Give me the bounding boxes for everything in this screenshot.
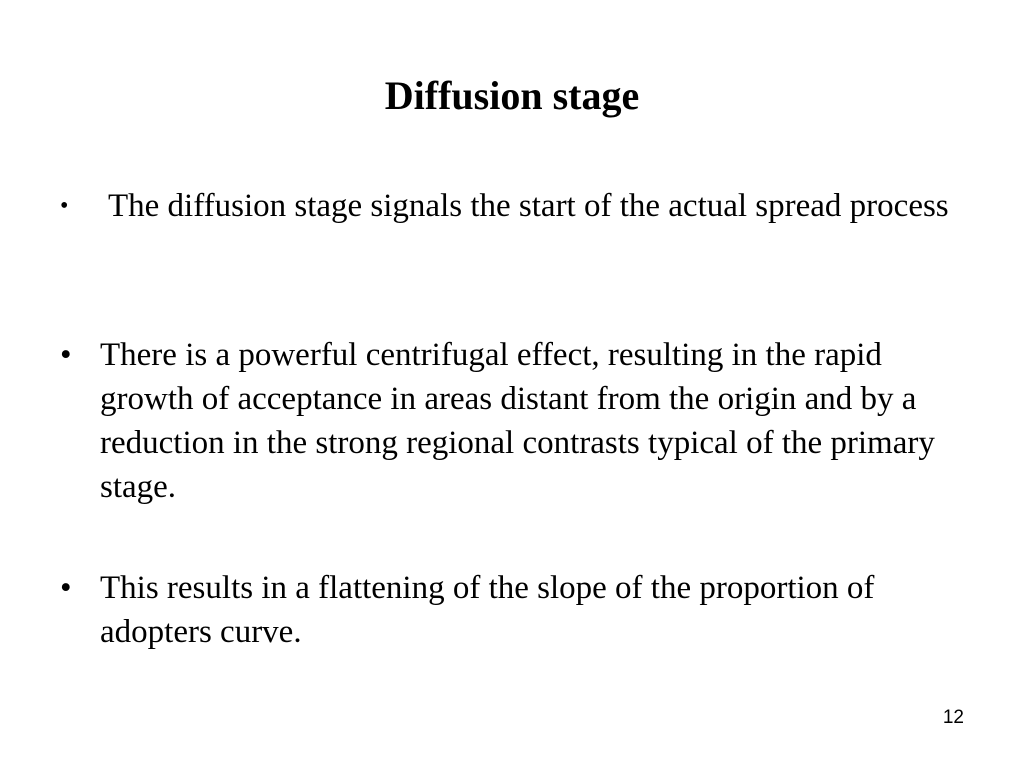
bullet-item — [60, 566, 970, 654]
bullet-item — [60, 333, 970, 509]
bullet-text: This results in a flattening of the slope of the proportion of adopters curve. — [100, 570, 875, 650]
bullet-text: The diffusion stage signals the start of the actual spread process — [108, 188, 949, 224]
bullet-point-icon: • — [60, 193, 69, 219]
bullet-item — [60, 184, 970, 228]
bullet-point-icon: • — [60, 337, 72, 373]
slide-title: Diffusion stage — [384, 73, 640, 118]
bullet-point-icon: • — [60, 570, 72, 606]
page-number: 12 — [942, 707, 964, 728]
bullet-text: There is a powerful centrifugal effect, resulting in the rapid growth of acceptance in areas distant from the origin and by a reduction in the strong regional contrasts typical of the primary stage. — [100, 337, 935, 505]
